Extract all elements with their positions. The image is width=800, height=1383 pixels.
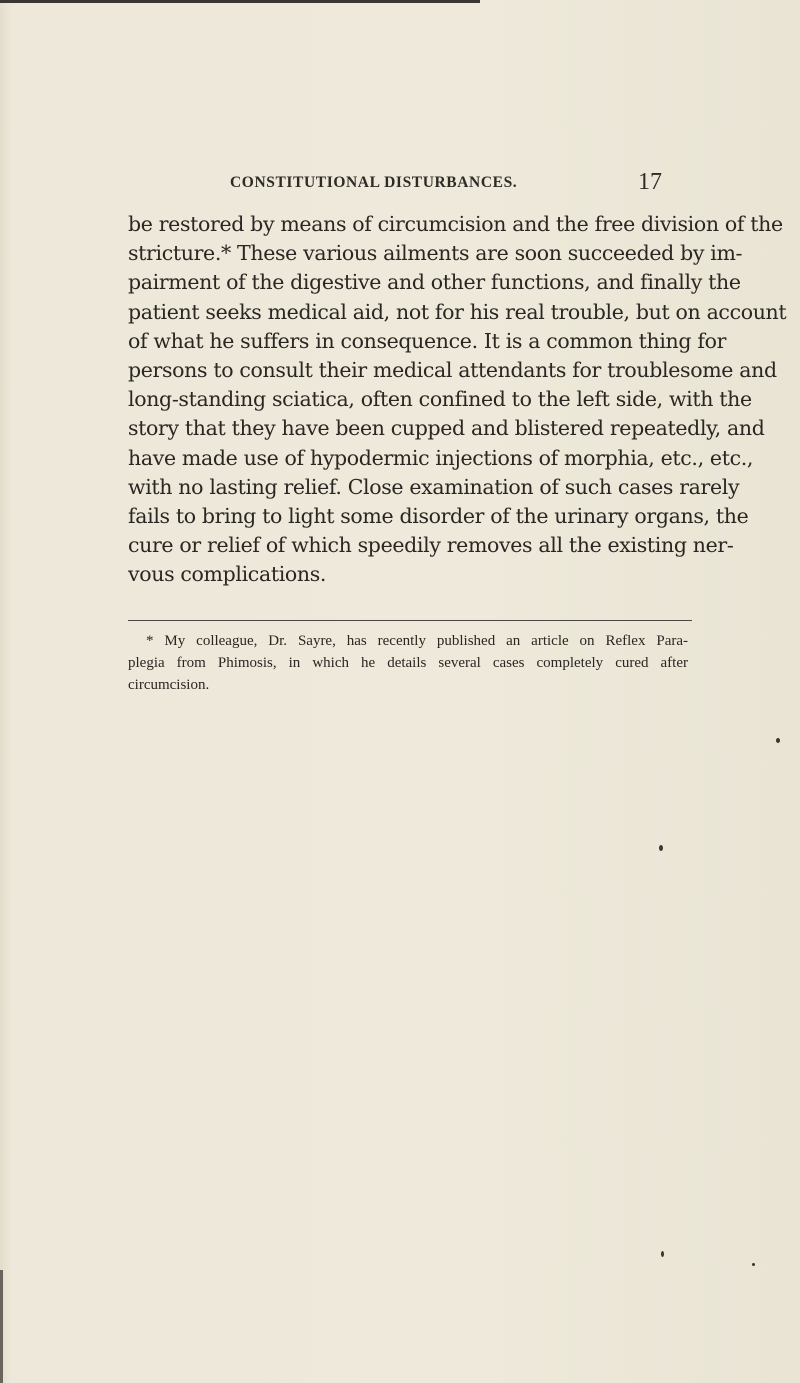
text-line: pairment of the digestive and other functions, and finally the — [128, 270, 741, 295]
ink-speck — [776, 738, 780, 743]
ink-speck — [661, 1251, 664, 1257]
footnote-line: * My colleague, Dr. Sayre, has recently published an article on Reflex Para- — [146, 633, 688, 649]
text-line: stricture.* These various ailments are soon succeeded by im- — [128, 241, 743, 266]
text-line: patient seeks medical aid, not for his real trouble, but on account — [128, 299, 787, 324]
text-line: vous complications. — [128, 562, 327, 587]
ink-speck — [659, 845, 663, 851]
footnote-line: circumcision. — [128, 677, 210, 693]
text-line: have made use of hypodermic injections of morphia, etc., etc., — [128, 445, 754, 470]
text-line: with no lasting relief. Close examination of such cases rarely — [128, 474, 740, 499]
text-line: persons to consult their medical attendants for troublesome and — [128, 357, 777, 382]
text-line: cure or relief of which speedily removes all the existing ner- — [128, 533, 734, 558]
text-line: of what he suffers in consequence. It is a common thing for — [128, 328, 727, 353]
text-line: fails to bring to light some disorder of the urinary organs, the — [128, 503, 749, 528]
page-top-edge — [0, 0, 480, 3]
running-head — [128, 169, 708, 195]
body-paragraph — [128, 210, 787, 589]
running-title: CONSTITUTIONAL DISTURBANCES. — [230, 174, 518, 191]
page-left-edge — [0, 1270, 3, 1383]
footnote-rule — [128, 620, 692, 621]
footnote — [128, 630, 688, 696]
text-line: story that they have been cupped and blistered repeatedly, and — [128, 416, 765, 441]
ink-speck — [752, 1263, 755, 1266]
footnote-line: plegia from Phimosis, in which he details several cases completely cured after — [128, 655, 688, 671]
text-line: long-standing sciatica, often confined to the left side, with the — [128, 387, 752, 412]
page-number: 17 — [638, 169, 662, 195]
text-line: be restored by means of circumcision and the free division of the — [128, 212, 783, 236]
